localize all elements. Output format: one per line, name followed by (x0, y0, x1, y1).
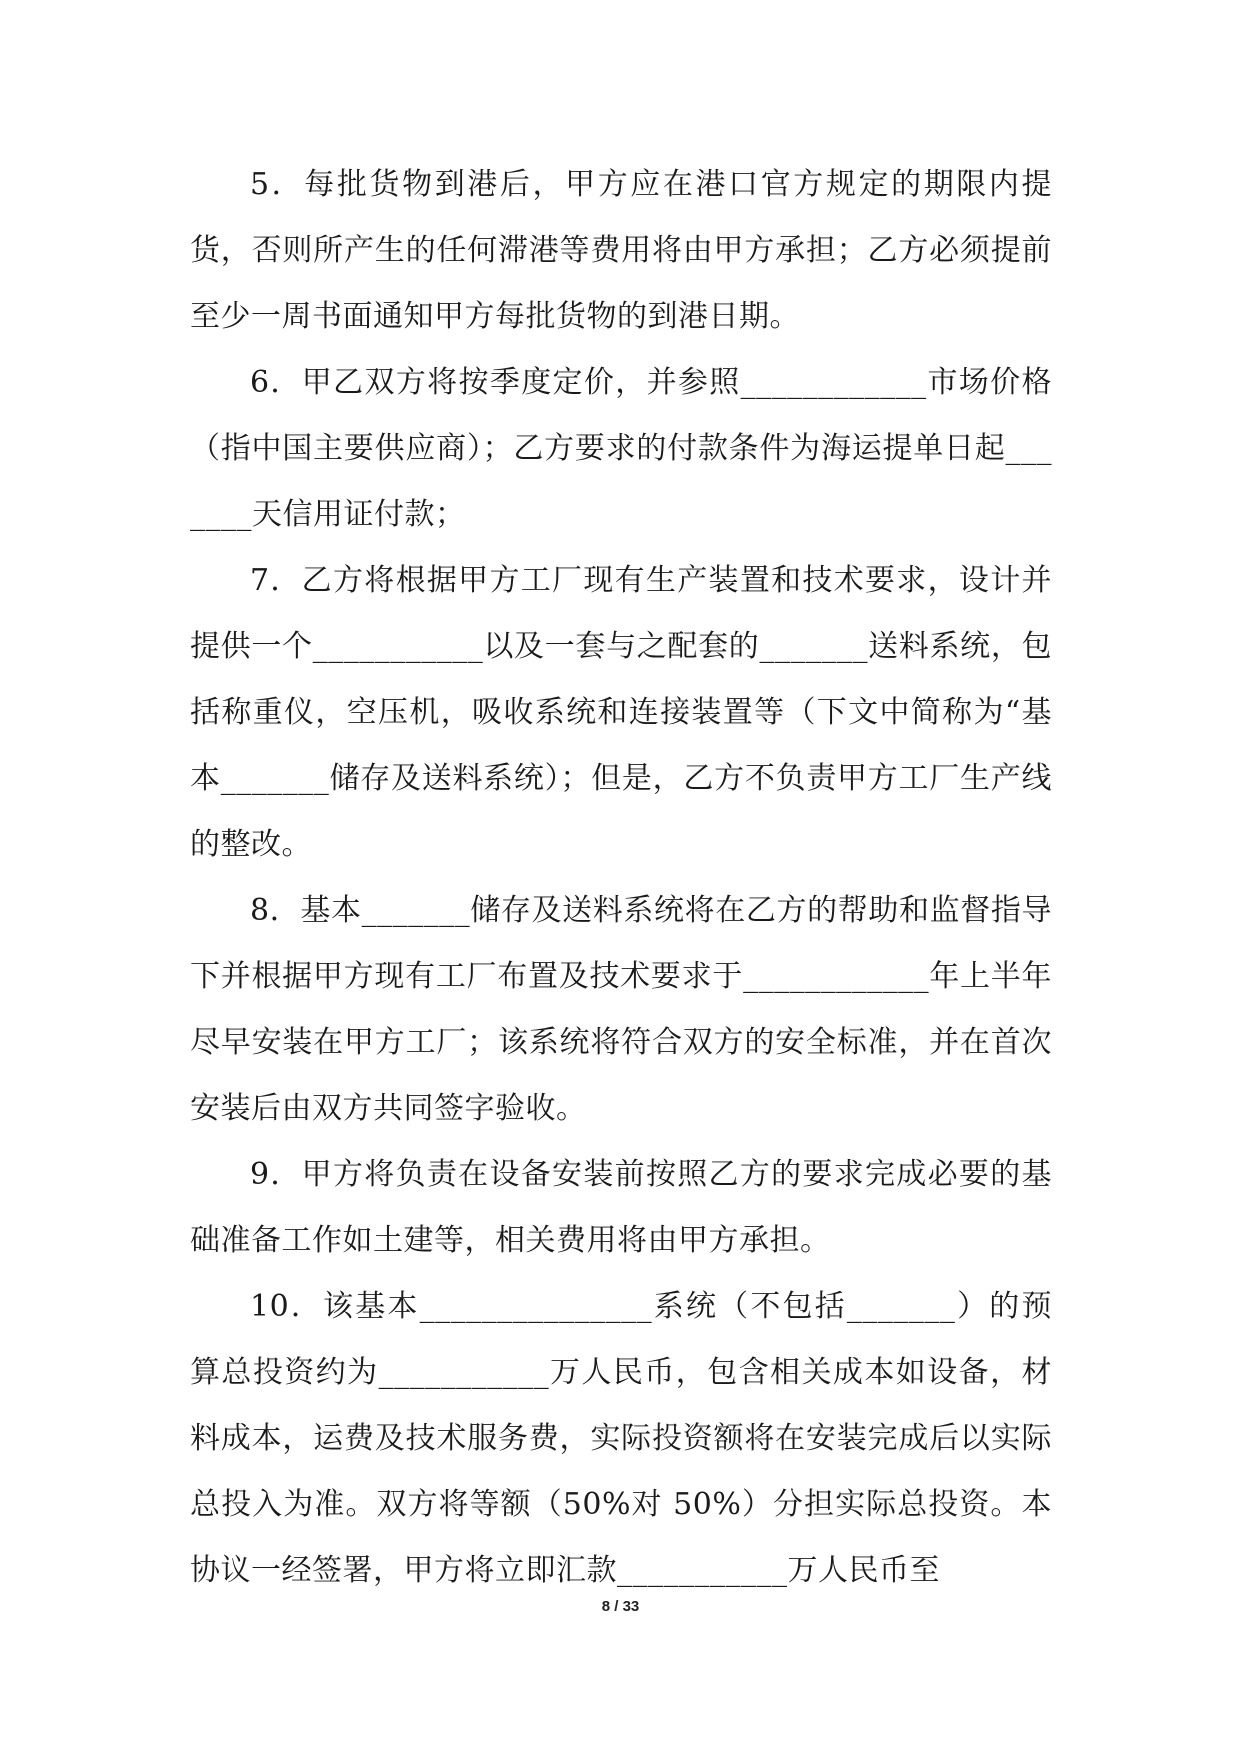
page-number: 8 / 33 (601, 1598, 640, 1615)
document-body (190, 152, 1052, 1604)
clause-7: 7．乙方将根据甲方工厂现有生产装置和技术要求，设计并提供一个___________以及一套与之配套的_______送料系统，包括称重仪，空压机，吸收系统和连接装置等（下文中简称为“基本_______储存及送料系统）；但是，乙方不负责甲方工厂生产线的整改。 (190, 563, 1052, 862)
clause-5: 5．每批货物到港后，甲方应在港口官方规定的期限内提货，否则所产生的任何滞港等费用将由甲方承担；乙方必须提前至少一周书面通知甲方每批货物的到港日期。 (190, 167, 1052, 334)
clause-10: 10．该基本_______________系统（不包括_______）的预算总投资约为___________万人民币，包含相关成本如设备，材料成本，运费及技术服务费，实际投资额将在安装完成后以实际总投入为准。双方将等额（50%对 50%）分担实际总投资。本协议一经签署，甲方将立即汇款___________万人民币至 (190, 1289, 1052, 1588)
clause-9: 9．甲方将负责在设备安装前按照乙方的要求完成必要的基础准备工作如土建等，相关费用将由甲方承担。 (190, 1157, 1052, 1258)
clause-6: 6．甲乙双方将按季度定价，并参照____________市场价格（指中国主要供应商）；乙方要求的付款条件为海运提单日起_______天信用证付款； (190, 365, 1052, 532)
clause-8: 8．基本_______储存及送料系统将在乙方的帮助和监督指导下并根据甲方现有工厂布置及技术要求于____________年上半年尽早安装在甲方工厂；该系统将符合双方的安全标准，并在首次安装后由双方共同签字验收。 (190, 893, 1052, 1126)
